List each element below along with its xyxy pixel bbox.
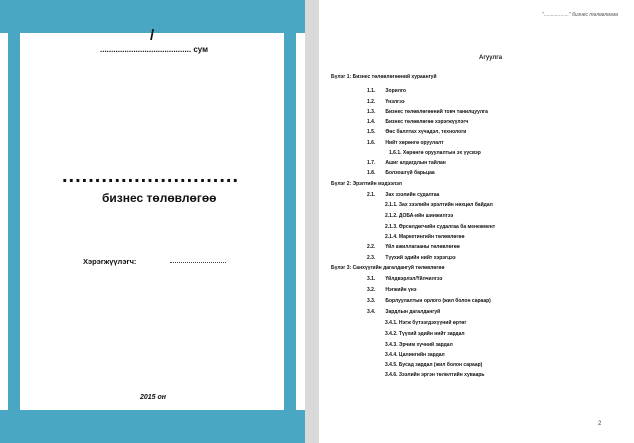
toc-item: 3.3. Борлуулалтын орлого (жил болон сараар) [367, 298, 491, 304]
toc-item: 1.1. Зорилго [367, 88, 406, 94]
toc-item: 3.1. Үйлдвэрлэл/Үйлчилгээ [367, 276, 443, 282]
toc-item: 1.7. Ашиг алдагдлын тайлан [367, 160, 446, 166]
toc-subitem: 2.1.2. ДОБА-ийн шинжилгээ [385, 213, 454, 219]
toc-item: 2.3. Түүхий эдийн нийт хэрэгцээ [367, 255, 456, 261]
toc-item: 1.6. Нийт хөрөнгө оруулалт [367, 140, 444, 146]
cover-executor-blank [170, 262, 226, 263]
toc-item: 1.8. Болзошгүй барьцаа [367, 170, 435, 176]
cover-executor-label: Хэрэгжүүлэгч: [83, 257, 137, 266]
toc-subitem: 3.4.1. Нэгж бүтээгдэхүүний өртөг [385, 320, 467, 326]
toc-subitem: 2.1.4. Маркетингийн төлөвлөгөө [385, 234, 465, 240]
toc-item: 1.2. Үнэлгээ [367, 99, 405, 105]
toc-item: 3.4. Зардлын дагалдангуй [367, 309, 441, 315]
cover-left-bar [8, 0, 20, 443]
cover-bottom-band [0, 410, 305, 443]
toc-item: 1.5. Өөс баллтах хүчадэл, технологи [367, 129, 467, 135]
toc-subitem: 3.4.4. Цалингийн зардал [385, 352, 445, 358]
toc-subitem: 2.1.1. Зах зээлийн эрэлтийн нөхцөл байдал [385, 202, 493, 208]
toc-chapter: Бүлэг 1: Бизнес төлөвлөгөөний хураангуй [331, 74, 437, 80]
cover-plan-title: бизнес төлөвлөгөө [102, 191, 217, 205]
cover-right-bar [284, 0, 296, 443]
page-number: 2 [598, 421, 602, 427]
toc-subitem: 2.1.3. Өрсөлдөгчийн судалгаа ба менежмент [385, 224, 496, 230]
toc-chapter: Бүлэг 2: Эрэлтийн мэдээлэл [331, 181, 402, 187]
toc-item: 2.1. Зах зээлийн судалгаа [367, 192, 440, 198]
cover-page [0, 0, 305, 443]
toc-subitem: 1.6.1. Хөрөнгө оруулалтын эх үүсвэр [389, 150, 481, 156]
cover-year: 2015 он [140, 394, 167, 401]
contents-title: Агуулга [479, 55, 503, 61]
running-header: ".................." бизнес төлөвлөгөө [542, 12, 618, 18]
cover-slash: / [150, 27, 155, 44]
toc-item: 2.2. Үйл ажиллагааны төлөвлөгөө [367, 244, 460, 250]
toc-item: 1.3. Бизнес төлөвлөгөөний товч танилцуулга [367, 109, 488, 115]
contents-page [319, 0, 634, 443]
toc-chapter: Бүлэг 3: Санхүүгийн дагалдангуй төлөвлөгөө [331, 265, 445, 271]
toc-subitem: 3.4.5. Бусад зардал (жил болон сараар) [385, 362, 483, 368]
cover-currency-line: ......................................... сум [100, 45, 209, 54]
toc-item: 3.2. Нэгжийн үнэ [367, 287, 417, 293]
toc-item: 1.4. Бизнес төлөвлөгөө хэрэгжүүлэгч [367, 119, 469, 125]
toc-subitem: 3.4.3. Эрчим хүчний зардал [385, 342, 453, 348]
toc-subitem: 3.4.6. Зээлийн эргэн төлөлтийн хуваарь [385, 372, 485, 378]
cover-company-placeholder: ........................... [62, 165, 240, 187]
toc-subitem: 3.4.2. Түүхий эдийн нийт зардал [385, 331, 465, 337]
